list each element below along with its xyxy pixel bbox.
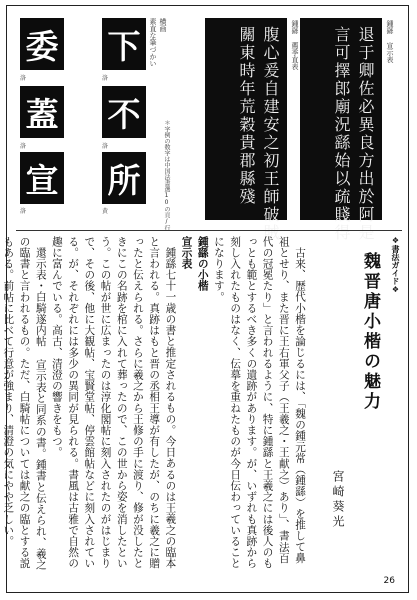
glyph-caption: 洛 xyxy=(102,143,109,150)
glyph-caption: 黄 xyxy=(102,208,109,215)
glyph-caption: 洛 xyxy=(20,143,27,150)
glyph-footnote: ＊字例の数字は中国法書選10の頁/行 xyxy=(163,120,170,231)
article-body xyxy=(2,236,308,574)
glyph-example: 不 xyxy=(102,86,146,138)
rubbing-xuanshibiao xyxy=(300,18,382,242)
rubbing-column: 言可擇郎廟況繇始以疏賤得 xyxy=(332,26,351,242)
glyph-panel-sublabel: 横画 xyxy=(159,18,167,32)
glyph-example: 蓋 xyxy=(20,86,64,138)
rubbing-column: 關東時年荒穀貴郡縣殘 xyxy=(237,26,256,206)
glyph-caption: 洛 xyxy=(20,75,27,82)
article-author: 宮崎葵光 xyxy=(331,470,345,530)
glyph-caption: 洛 xyxy=(20,208,27,215)
subsection-label: 宣示表 xyxy=(180,236,193,270)
rubbing-label: 鍾繇 薦季直表 xyxy=(291,20,299,70)
section-divider xyxy=(16,230,402,231)
glyph-caption: 洛 xyxy=(102,75,109,82)
glyph-panel-label: 素直な筆づかい xyxy=(149,18,157,67)
body-paragraph: 鍾繇七十一歳の書と推定されるもの。今日あるのは王羲之の臨本と言われる。真跡はもと晋の丞相王導が有したが、のちに羲之に贈ったと伝えられる。さらに羲之から王修の手に渡り、修が没したときにこの名跡を棺に入れて葬ったので、この世から姿を消したという。この帖が世に広まったのは淳化閣帖に刻入されたのがはじまりで、その後、他に大観帖、宝賢堂帖、停雲館帖などに刻入されている。が、それぞれには多少の異同が見られる。書風は古雅で自然の趣に富んでいる。高古、清澄の響きをもつ。 xyxy=(50,236,177,569)
subheading: 鍾繇の小楷 xyxy=(196,236,209,292)
glyph-example: 下 xyxy=(102,18,146,70)
glyph-example: 宣 xyxy=(20,152,64,204)
glyph-examples-grid xyxy=(16,18,146,215)
rubbing-jianjizhibiao xyxy=(205,18,287,242)
rubbing-column: 腹心爰自建安之初王師破賊 xyxy=(261,26,280,242)
body-paragraph: 古来、歴代小楷を論じるには、「魏の鍾元常（鍾繇）を推して鼻祖とせり、また晋に王右軍父子（王羲之・王献之）あり」、書法百代の冠冕たり」と言われるように、特に鍾繇と王羲之には後人のもっとも範とするべき多くの遺跡があります。が、いずれも真跡から刻し入れたものはなく、伝摹を重ねたものが今日伝わっていることになります。 xyxy=(212,236,306,569)
rubbing-column: 退于卿佐必異良方出於阿是 xyxy=(356,26,375,242)
body-paragraph: 還示表・白騎遂内帖 宣示表と同系の書。鍾書と伝えられ、羲之の臨書と言われるもの。ただ、白騎帖については献之の臨とする説もある。前帖に比べて行意が強まり、清澄の気にやや乏しい。 xyxy=(2,236,47,570)
article-title: 魏晋唐小楷の魅力 xyxy=(360,252,380,412)
glyph-example: 委 xyxy=(20,18,64,70)
page-number: 26 xyxy=(383,576,395,586)
rubbing-label: 鍾繇 宣示表 xyxy=(386,20,394,63)
glyph-example: 所 xyxy=(102,152,146,204)
series-kicker: ❖書法ガイド❖ xyxy=(391,236,400,294)
